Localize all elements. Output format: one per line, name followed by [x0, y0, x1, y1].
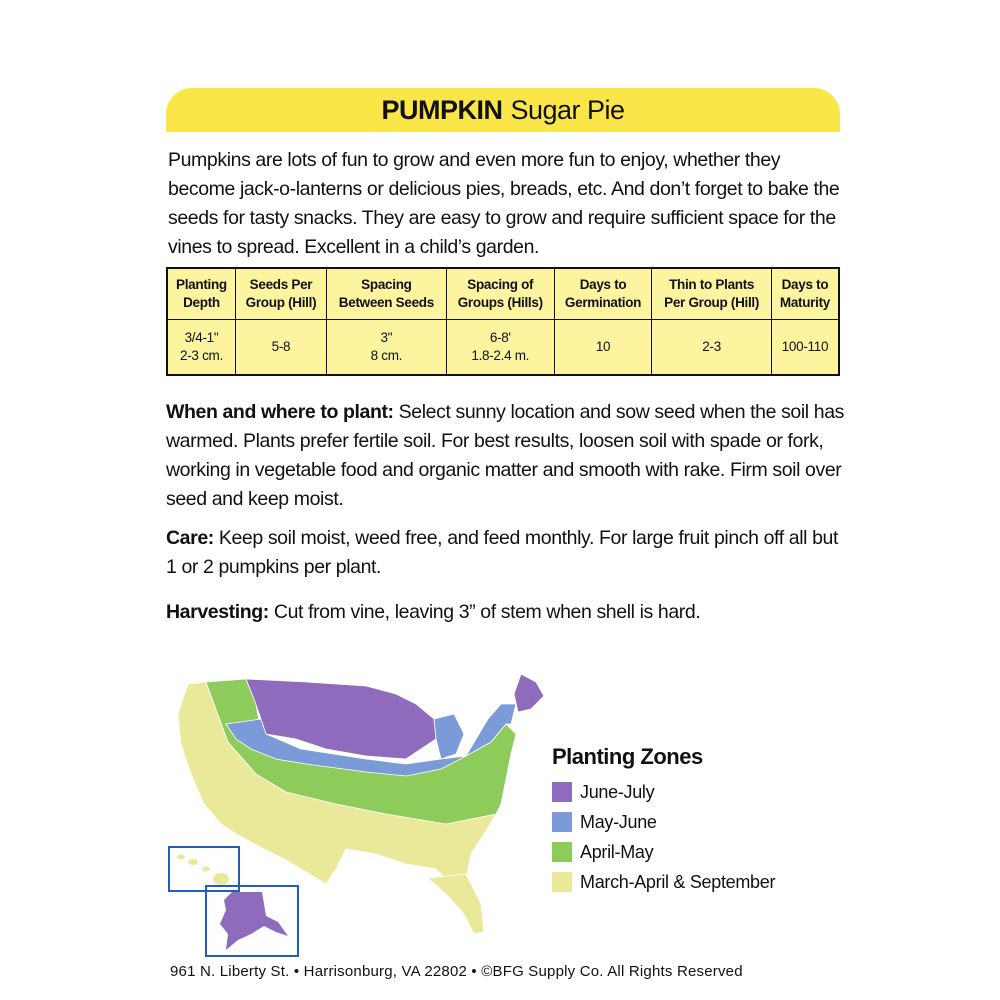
harvesting-text: Cut from vine, leaving 3” of stem when shell is hard. [268, 601, 701, 623]
harvesting-section [166, 598, 846, 627]
swatch-march-april [552, 872, 572, 892]
when-where-heading: When and where to plant: [166, 401, 394, 423]
legend-item-june-july [552, 777, 775, 807]
legend-label: May-June [580, 811, 657, 832]
legend-item-may-june [552, 807, 775, 837]
header-days-maturity: Days to Maturity [771, 268, 839, 320]
title-variety: Sugar Pie [510, 94, 625, 125]
value-thin-to-plants: 2-3 [652, 320, 772, 376]
legend-label: June-July [580, 781, 655, 802]
legend-label: March-April & September [580, 871, 776, 892]
header-planting-depth: Planting Depth [167, 268, 235, 320]
zone-june-july-maine [514, 674, 544, 712]
table-header-row [167, 268, 839, 320]
value-planting-depth: 3/4-1" 2-3 cm. [167, 320, 235, 376]
growing-info-table [166, 267, 840, 376]
when-where-section [166, 398, 846, 514]
value-days-maturity: 100-110 [771, 320, 839, 376]
harvesting-heading: Harvesting: [166, 601, 269, 623]
zone-march-april-florida [428, 874, 484, 934]
legend-label: April-May [580, 841, 654, 862]
hawaii-islands [177, 855, 229, 886]
swatch-june-july [552, 782, 572, 802]
header-days-germination: Days to Germination [554, 268, 652, 320]
footer-address: 961 N. Liberty St. • Harrisonburg, VA 22802 • ©BFG Supply Co. All Rights Reserved [170, 963, 743, 980]
header-seeds-per-group: Seeds Per Group (Hill) [235, 268, 326, 320]
header-spacing-groups: Spacing of Groups (Hills) [446, 268, 554, 320]
care-heading: Care: [166, 527, 214, 549]
zone-may-june-michigan [434, 714, 464, 759]
care-section [166, 524, 846, 582]
intro-paragraph: Pumpkins are lots of fun to grow and even more fun to enjoy, whether they become jack-o-lanterns or delicious pies, breads, etc. And don’t forget to bake the seeds for tasty snacks. They are easy to grow and require sufficient space for the vines to spread. Excellent in a child’s garden. [168, 149, 840, 258]
value-days-germination: 10 [554, 320, 652, 376]
product-title-banner [166, 88, 840, 132]
header-thin-to-plants: Thin to Plants Per Group (Hill) [652, 268, 772, 320]
care-text: Keep soil moist, weed free, and feed monthly. For large fruit pinch off all but 1 or 2 pumpkins per plant. [166, 527, 838, 578]
planting-zones-map [166, 664, 566, 964]
swatch-may-june [552, 812, 572, 832]
value-spacing-seeds: 3" 8 cm. [326, 320, 446, 376]
title-product: PUMPKIN [381, 94, 503, 125]
when-where-text: Select sunny location and sow seed when the soil has warmed. Plants prefer fertile soil. For best results, loosen soil with spade or fork, working in vegetable food and organic matter and smooth with rake. Firm soil over seed and keep moist. [166, 401, 844, 510]
value-seeds-per-group: 5-8 [235, 320, 326, 376]
legend-item-april-may [552, 837, 775, 867]
value-spacing-groups: 6-8' 1.8-2.4 m. [446, 320, 554, 376]
legend-item-march-april [552, 867, 775, 897]
planting-zones-legend [552, 744, 775, 897]
header-spacing-seeds: Spacing Between Seeds [326, 268, 446, 320]
table-values-row [167, 320, 839, 376]
swatch-april-may [552, 842, 572, 862]
zone-june-july-alaska [220, 892, 288, 950]
legend-title: Planting Zones [552, 744, 703, 769]
